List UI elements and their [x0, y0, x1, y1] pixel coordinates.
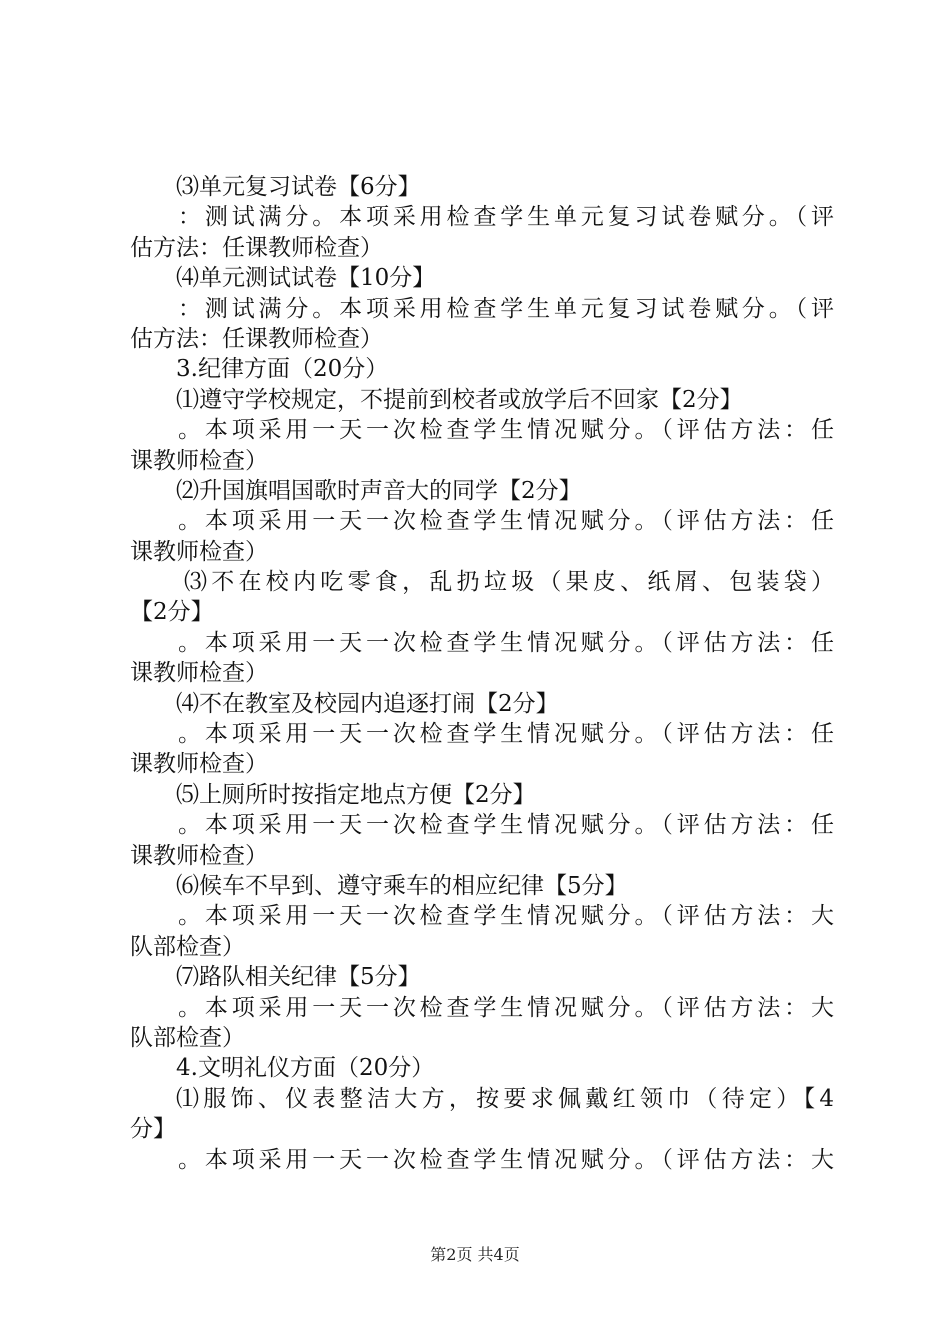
text-line: 估方法：任课教师检查） — [130, 234, 383, 261]
text-line: ⑵升国旗唱国歌时声音大的同学【2分】 — [176, 477, 582, 504]
text-line: 。本项采用一天一次检查学生情况赋分。（评估方法：大 — [178, 903, 834, 930]
text-line: ⑷单元测试试卷【10分】 — [176, 265, 436, 292]
text-line: ：测试满分。本项采用检查学生单元复习试卷赋分。（评 — [178, 295, 834, 322]
text-line: 分】 — [130, 1116, 176, 1143]
text-line: 。本项采用一天一次检查学生情况赋分。（评估方法：大 — [178, 994, 834, 1021]
text-line: 课教师检查） — [130, 842, 268, 869]
document-body — [130, 172, 834, 1175]
text-line: 。本项采用一天一次检查学生情况赋分。（评估方法：任 — [178, 721, 834, 748]
text-line: 估方法：任课教师检查） — [130, 325, 383, 352]
text-line: 课教师检查） — [130, 538, 268, 565]
text-line: ⑴服饰、仪表整洁大方，按要求佩戴红领巾（待定）【4 — [176, 1085, 834, 1112]
text-line: 4.文明礼仪方面（20分） — [176, 1055, 435, 1082]
text-line: ⑸上厕所时按指定地点方便【2分】 — [176, 781, 536, 808]
page-footer: 第2页 共4页 — [430, 1245, 520, 1264]
text-line: 【2分】 — [130, 599, 214, 626]
text-line: ：测试满分。本项采用检查学生单元复习试卷赋分。（评 — [178, 204, 834, 231]
text-line: 。本项采用一天一次检查学生情况赋分。（评估方法：任 — [178, 508, 834, 535]
text-line: 课教师检查） — [130, 447, 268, 474]
text-line: 。本项采用一天一次检查学生情况赋分。（评估方法：大 — [178, 1146, 834, 1173]
text-line: 。本项采用一天一次检查学生情况赋分。（评估方法：任 — [178, 417, 834, 444]
text-line: 队部检查） — [130, 933, 245, 960]
text-line: ⑶不在校内吃零食，乱扔垃圾（果皮、纸屑、包装袋） — [184, 569, 834, 596]
text-line: ⑷不在教室及校园内追逐打闹【2分】 — [176, 690, 559, 717]
text-line: ⑹候车不早到、遵守乘车的相应纪律【5分】 — [176, 872, 628, 899]
text-line: ⑶单元复习试卷【6分】 — [176, 174, 421, 200]
text-line: 课教师检查） — [130, 660, 268, 687]
text-line: 队部检查） — [130, 1024, 245, 1051]
text-line: 课教师检查） — [130, 751, 268, 778]
text-line: 。本项采用一天一次检查学生情况赋分。（评估方法：任 — [178, 629, 834, 656]
text-line: 3.纪律方面（20分） — [176, 356, 389, 383]
text-line: 。本项采用一天一次检查学生情况赋分。（评估方法：任 — [178, 812, 834, 839]
text-line: ⑴遵守学校规定，不提前到校者或放学后不回家【2分】 — [176, 386, 743, 413]
text-line: ⑺路队相关纪律【5分】 — [176, 964, 421, 991]
